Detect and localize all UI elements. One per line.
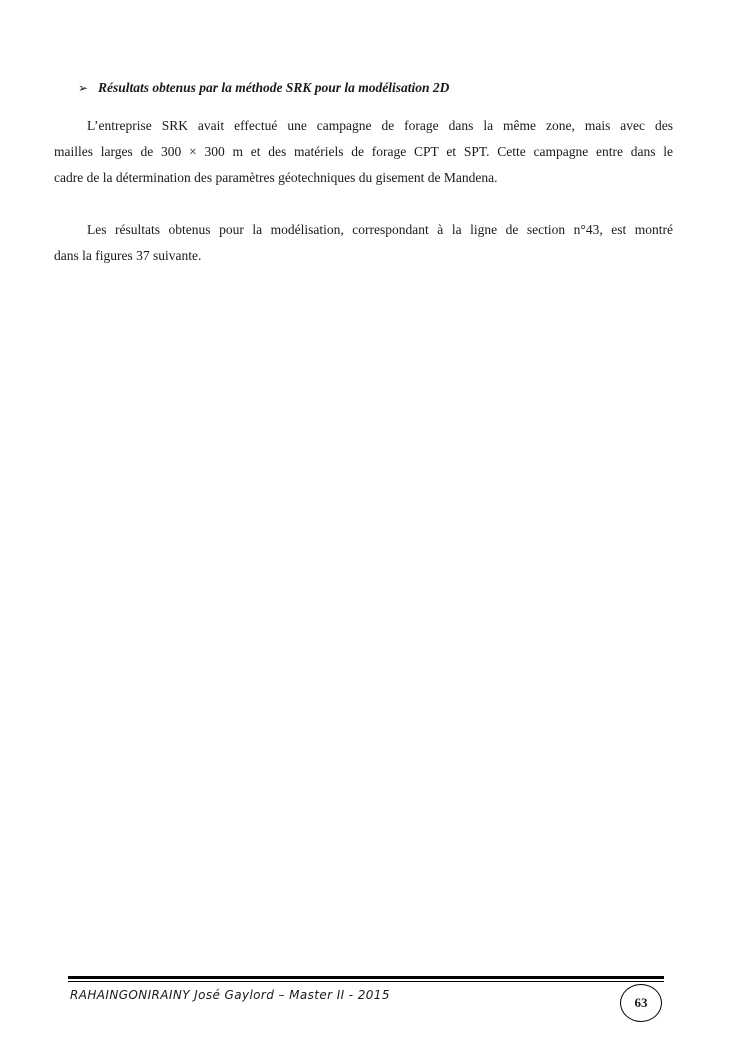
arrow-bullet-icon: ➢	[78, 81, 89, 95]
section-heading	[78, 78, 449, 98]
paragraph-line: dans la figures 37 suivante.	[54, 248, 202, 263]
page-number-text: 63	[634, 995, 648, 1010]
paragraph-line: mailles larges de 300 × 300 m et des matériels de forage CPT et SPT. Cette campagne entre dans le	[54, 144, 673, 159]
paragraph-2	[54, 217, 673, 269]
section-heading-text: Résultats obtenus par la méthode SRK pour la modélisation 2D	[98, 80, 450, 95]
paragraph-line: Les résultats obtenus pour la modélisation, correspondant à la ligne de section n°43, est montré	[87, 222, 673, 237]
paragraph-1	[54, 113, 673, 191]
paragraph-line: L’entreprise SRK avait effectué une campagne de forage dans la même zone, mais avec des	[87, 118, 673, 133]
footer-rule-thin	[68, 981, 664, 982]
paragraph-line: cadre de la détermination des paramètres géotechniques du gisement de Mandena.	[54, 170, 498, 185]
footer-rule	[68, 976, 664, 979]
footer-author: RAHAINGONIRAINY José Gaylord – Master II - 2015	[70, 988, 390, 1002]
page-number	[620, 984, 662, 1022]
